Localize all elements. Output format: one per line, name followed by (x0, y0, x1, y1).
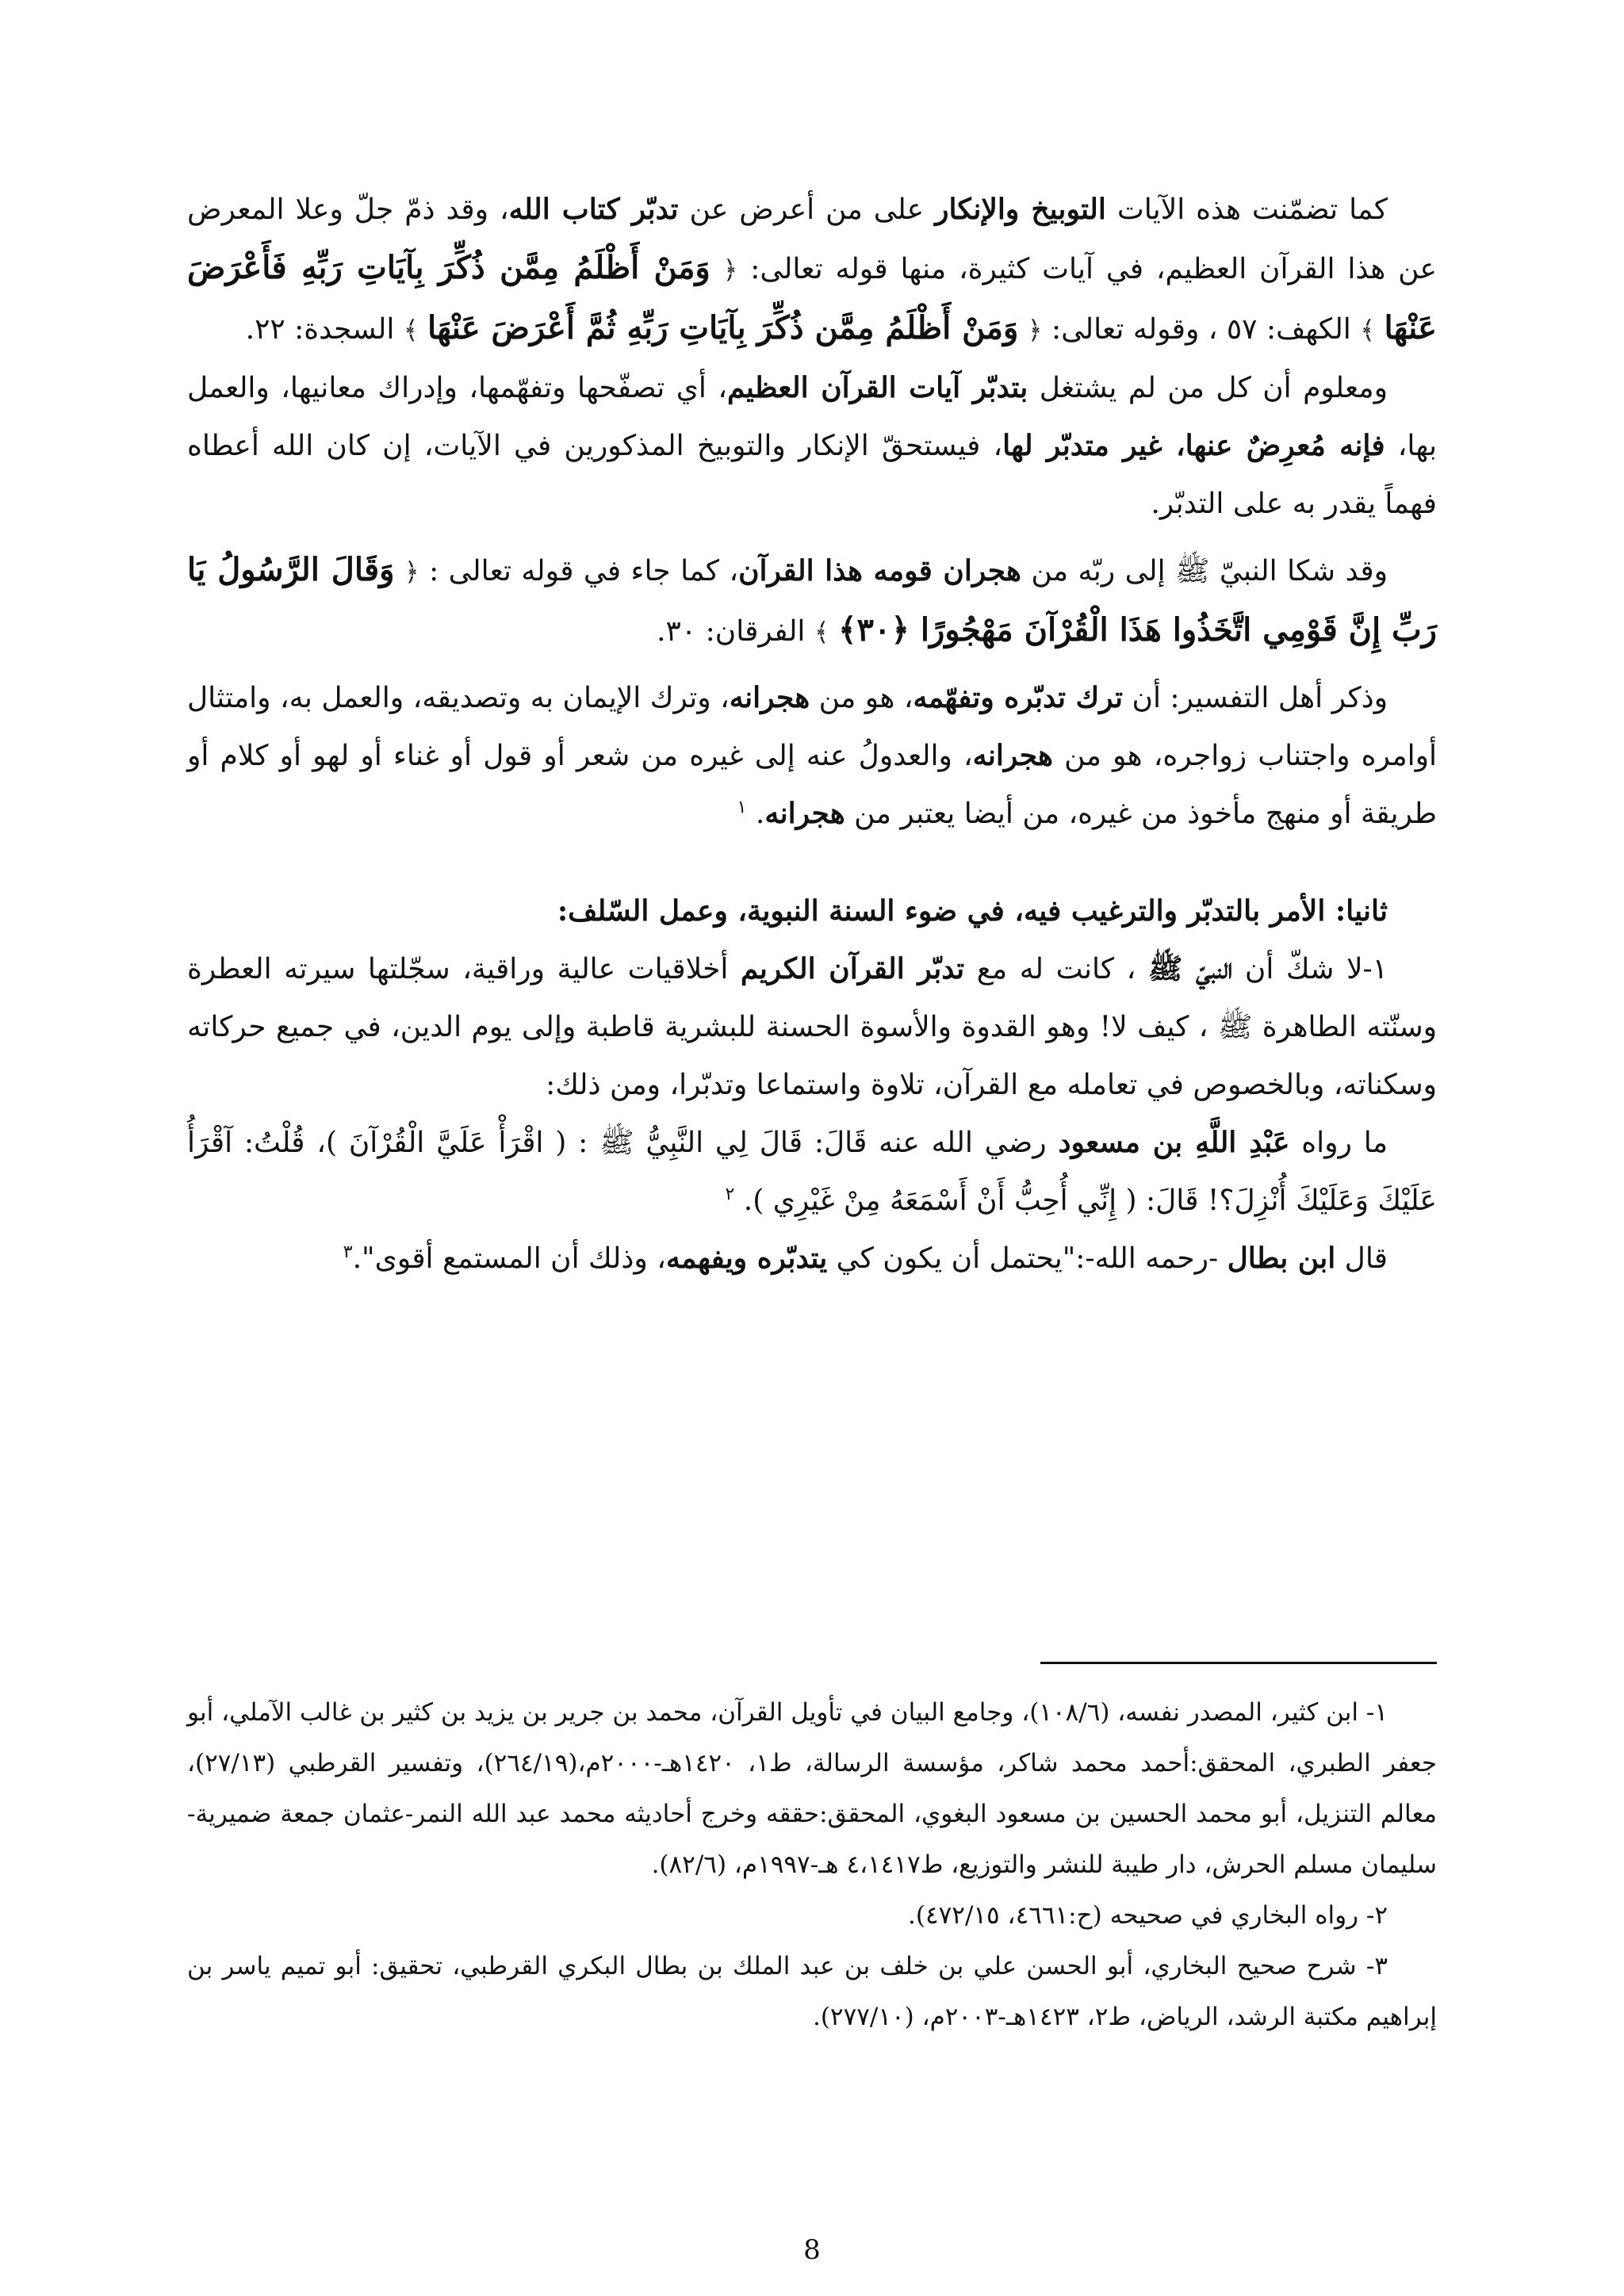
text-run: ، وقد ذمّ جلّ وعلا المعرض عن هذا القرآن العظيم، في آيات كثيرة، منها قوله تعالى: (187, 193, 1438, 285)
text-run: ، وترك الإيمان به وتصديقه، والعمل به، وامتثال أوامره واجتناب زواجره، هو من (187, 682, 1437, 772)
text-run: ومعلوم أن كل من لم يشتغل (1028, 372, 1388, 404)
quran-verse: وَمَنْ أَظْلَمُ مِمَّن ذُكِّرَ بِآيَاتِ رَبِّهِ فَأَعْرَضَ عَنْهَا (187, 249, 1437, 346)
bold-phrase: هجرانه (729, 681, 810, 714)
ornate-bracket-close: ﴾ (403, 315, 419, 345)
footnote-3: ٣- شرح صحيح البخاري، أبو الحسن علي بن خلف بن عبد الملك بن بطال البكري القرطبي، تحقيق: أبو تميم ياسر بن إبراهيم مكتبة الرشد، الرياض، ط٢، ١٤٢٣هـ-٢٠٠٣م، (٢٧٧/١٠). (187, 1952, 1437, 2031)
ornate-bracket-open: ﴿ (1027, 315, 1043, 345)
bold-phrase: هجرانه (764, 797, 845, 830)
bold-phrase: ابن بطال (1227, 1242, 1336, 1275)
text-run: قال (1335, 1242, 1388, 1275)
paragraph-1 (187, 181, 1437, 359)
page-number: 8 (803, 2234, 821, 2266)
paragraph-6 (187, 1114, 1437, 1230)
footnote-marker[interactable]: ٢ (725, 1184, 735, 1204)
footnote-separator (1040, 1662, 1437, 1664)
footnote-1: ١- ابن كثير، المصدر نفسه، (١٠٨/٦)، وجامع البيان في تأويل القرآن، محمد بن جرير بن يزيد بن كثير بن غالب الآملي، أبو جعفر الطبري، المحقق:أحمد محمد شاكر، مؤسسة الرسالة، ط١، ١٤٢٠هـ-٢٠٠٠م،(٢٦٤/١٩)، وتفسير القرطبي (٢٧/١٣)، معالم التنزيل، أبو محمد الحسين بن مسعود البغوي، المحقق:حققه وخرج أحاديثه محمد عبد الله النمر-عثمان جمعة ضميرية-سليمان مسلم الحرش، دار طيبة للنشر والتوزيع، ط٤،١٤١٧ هـ-١٩٩٧م، (٨٢/٦). (187, 1698, 1437, 1879)
bold-phrase: تدبّر كتاب الله (508, 193, 679, 226)
quran-verse: وَمَنْ أَظْلَمُ مِمَّن ذُكِّرَ بِآيَاتِ رَبِّهِ ثُمَّ أَعْرَضَ عَنْهَا (427, 309, 1019, 346)
main-text (187, 181, 1437, 1288)
ornate-bracket-close: ﴾ (814, 617, 829, 647)
bold-phrase: بتدبّر آيات القرآن العظيم (726, 371, 1028, 404)
heading-text: ثانيا: الأمر بالتدبّر والترغيب فيه، في ضوء السنة النبوية، وعمل السّلف: (557, 894, 1388, 928)
text-run: . (755, 798, 765, 830)
footnote-marker[interactable]: ١ (737, 798, 747, 817)
text-run: ، فيستحقّ الإنكار والتوبيخ المذكورين في الآيات، إن كان الله أعطاه فهماً يقدر به على التدبّر. (187, 430, 1437, 520)
text-run: ، والعدولُ عنه إلى غيره من شعر أو قول أو غناء أو لهو أو كلام أو طريقة أو منهج مأخوذ من غيره، من أيضا يعتبر من (187, 740, 1437, 830)
text-run: الكهف: ٥٧ ، وقوله تعالى: (1042, 313, 1361, 346)
text-run: ، أي تصفّحها وتفهّمها، وإدراك معانيها، والعمل بها، (187, 372, 1437, 462)
bold-phrase: التوبيخ والإنكار (935, 193, 1106, 226)
ornate-bracket-open: ﴿ (722, 254, 738, 285)
text-run: ، كانت له مع (964, 953, 1148, 985)
ornate-bracket-close: ﴾ (1360, 315, 1375, 345)
text-run: السجدة: ٢٢. (245, 313, 404, 346)
text-run: كما تضمّنت هذه الآيات (1105, 193, 1388, 226)
text-run: ، وذلك أن المستمع أقوى". (352, 1242, 666, 1275)
text-run: على من أعرض عن (678, 193, 936, 226)
section-heading (187, 882, 1437, 940)
paragraph-2 (187, 359, 1437, 533)
bold-phrase: عَبْدِ اللَّهِ بن مسعود (1058, 1126, 1290, 1159)
footnote-2: ٢- رواه البخاري في صحيحه (ح:٤٦٦١، ٤٧٢/١٥). (908, 1901, 1388, 1930)
ornate-bracket-open: ﴿ (404, 557, 419, 587)
text-run: رضي الله عنه قَالَ: قَالَ لِي النَّبِيُّ ﷺ : ( اقْرَأْ عَلَيَّ الْقُرْآنَ )، قُلْتُ: آقْرَأُ عَلَيْكَ وَعَلَيْكَ أُنْزِلَ؟! قَالَ: ( إِنِّي أُحِبُّ أَنْ أَسْمَعَهُ مِنْ غَيْرِي ). (187, 1127, 1437, 1217)
bold-phrase: هجران قومه هذا القرآن (738, 554, 1021, 587)
footnote-marker[interactable]: ٣ (343, 1242, 353, 1262)
text-run: -رحمه الله-:"يحتمل أن يكون كي (827, 1242, 1228, 1275)
text-run: وقد شكا النبيّ ﷺ إلى ربّه من (1021, 555, 1388, 587)
text-run: الفرقان: ٣٠. (657, 615, 814, 648)
bold-phrase: النبيّ ﷺ (1147, 952, 1233, 985)
text-run: ، كما جاء في قوله تعالى : (419, 555, 739, 587)
bold-phrase: هجرانه (972, 739, 1054, 772)
text-run: ، هو من (810, 682, 914, 714)
text-run: ١-لا شكّ أن (1232, 953, 1388, 985)
bold-phrase: ترك تدبّره وتفهّمه (913, 681, 1124, 714)
paragraph-7 (187, 1230, 1437, 1288)
paragraph-3 (187, 541, 1437, 661)
text-run: ما رواه (1289, 1127, 1388, 1159)
paragraph-4 (187, 669, 1437, 843)
footnotes (187, 1687, 1437, 2042)
bold-phrase: فإنه مُعرِضٌ عنها، غير متدبّر لها (1002, 429, 1385, 462)
quran-verse: وَقَالَ الرَّسُولُ يَا رَبِّ إِنَّ قَوْمِي اتَّخَذُوا هَذَا الْقُرْآنَ مَهْجُورًا ﴿٣٠﴾ (187, 551, 1437, 649)
text-run: وذكر أهل التفسير: أن (1123, 682, 1388, 714)
bold-phrase: تدبّر القرآن الكريم (740, 952, 965, 985)
paragraph-5 (187, 940, 1437, 1114)
bold-phrase: يتدبّره ويفهمه (665, 1242, 828, 1275)
text-run: أخلاقيات عالية وراقية، سجّلتها سيرته العطرة وسنّته الطاهرة ﷺ ، كيف لا! وهو القدوة والأسوة الحسنة للبشرية قاطبة وإلى يوم الدين، في جميع حركاته وسكناته، وبالخصوص في تعامله مع القرآن، تلاوة واستماعا وتدبّرا، ومن ذلك: (187, 953, 1437, 1101)
